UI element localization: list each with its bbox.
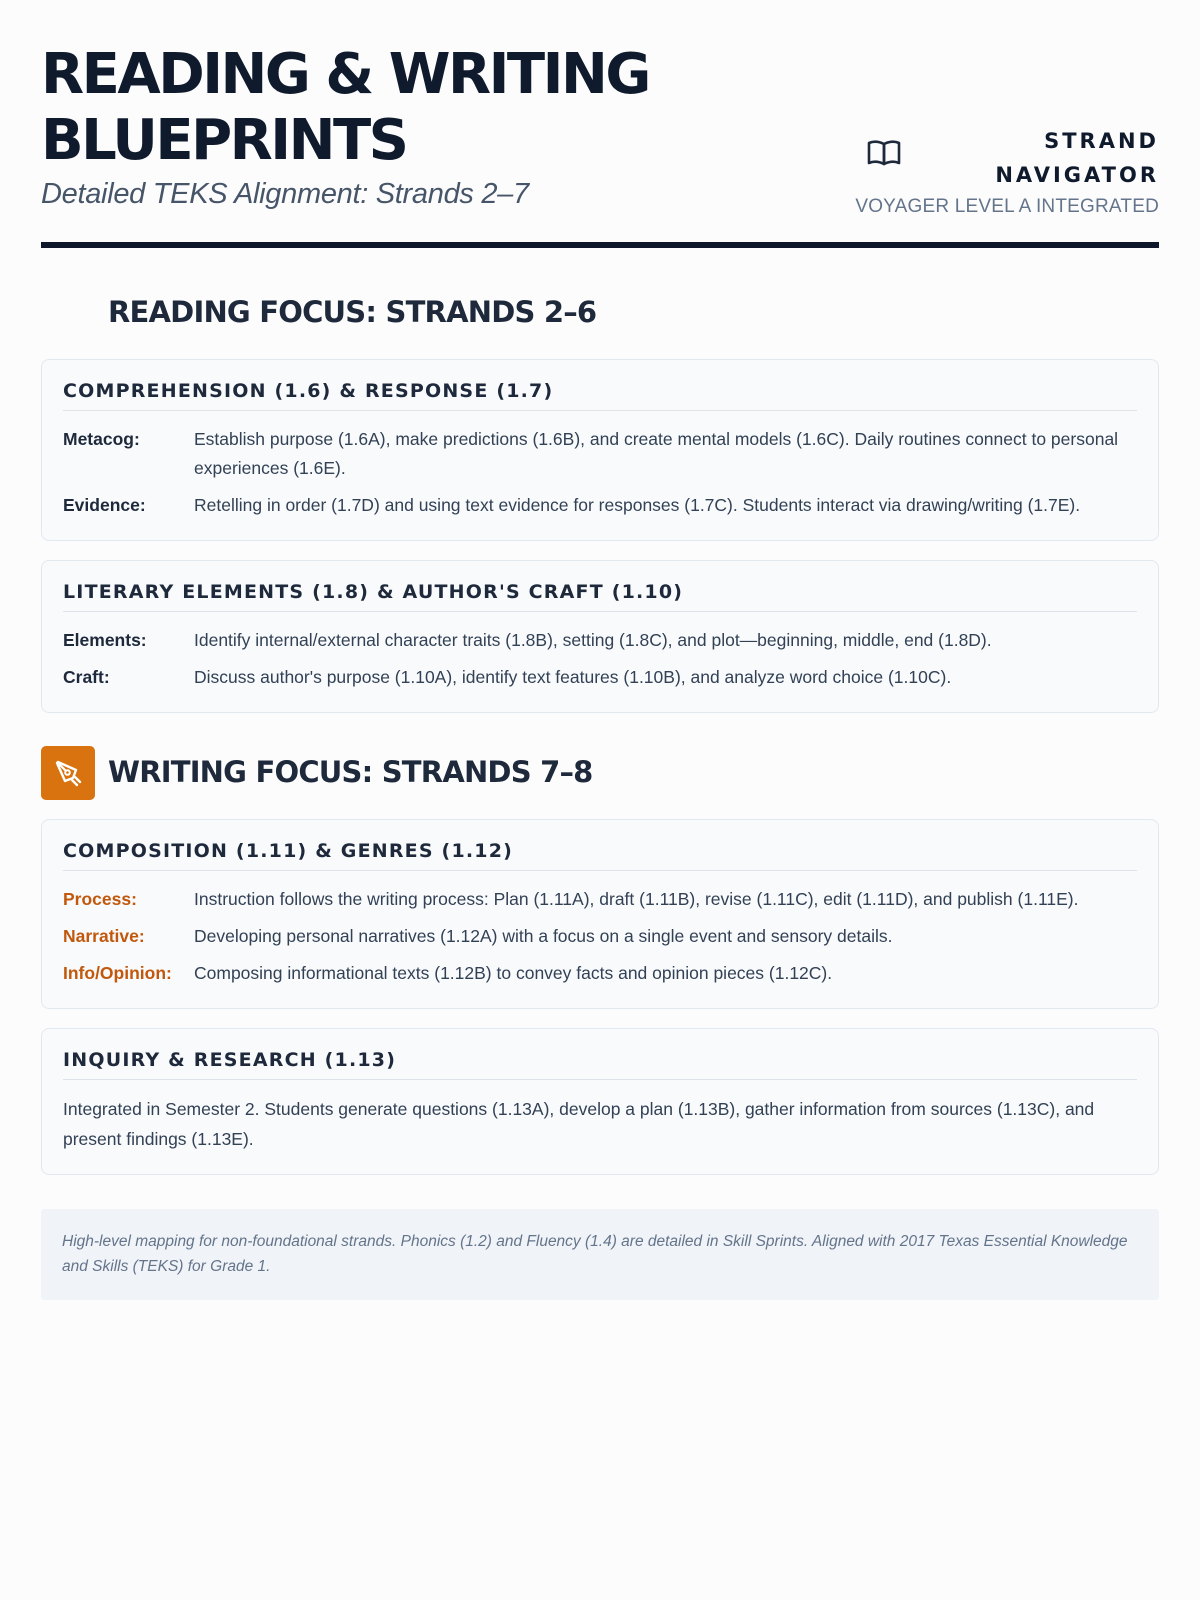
row-text: Retelling in order (1.7D) and using text evidence for responses (1.7C). Students interact via drawing/writing (1.7E).: [194, 495, 1081, 515]
card-title: COMPOSITION (1.11) & GENRES (1.12): [63, 840, 1137, 871]
card-title: LITERARY ELEMENTS (1.8) & AUTHOR'S CRAFT (1.10): [63, 581, 1137, 612]
reading-section-heading: [41, 286, 1159, 340]
page-header: [41, 0, 1159, 248]
row-label: Elements:: [63, 630, 147, 650]
row-label: Evidence:: [63, 495, 146, 515]
composition-card: [41, 819, 1159, 1009]
card-row: [63, 959, 1137, 988]
strand-navigator: [855, 120, 1159, 230]
card-row: [63, 922, 1137, 951]
page-title-line-2: BLUEPRINTS: [41, 108, 407, 173]
row-text: Identify internal/external character traits (1.8B), setting (1.8C), and plot—beginning, middle, end (1.8D).: [194, 630, 992, 650]
navigator-title-line-1: STRAND: [1044, 129, 1159, 153]
row-text: Discuss author's purpose (1.10A), identify text features (1.10B), and analyze word choice (1.10C).: [194, 667, 952, 687]
footer-note: High-level mapping for non-foundational strands. Phonics (1.2) and Fluency (1.4) are detailed in Skill Sprints. Aligned with 2017 Texas Essential Knowledge and Skills (TEKS) for Grade 1.: [41, 1209, 1159, 1300]
card-row: [63, 491, 1137, 520]
card-row: [63, 425, 1137, 483]
book-open-icon: [867, 138, 901, 168]
comprehension-card: [41, 359, 1159, 541]
page-title: [41, 42, 801, 174]
row-text: Composing informational texts (1.12B) to convey facts and opinion pieces (1.12C).: [194, 963, 833, 983]
card-row: [63, 663, 1137, 692]
row-label: Process:: [63, 889, 137, 909]
pen-nib-icon: [41, 746, 95, 800]
row-label: Narrative:: [63, 926, 145, 946]
row-text: Establish purpose (1.6A), make predictions (1.6B), and create mental models (1.6C). Daily routines connect to personal experiences (1.6E).: [194, 429, 1119, 478]
literary-elements-card: [41, 560, 1159, 713]
page-title-line-1: READING & WRITING: [41, 42, 649, 107]
row-text: Developing personal narratives (1.12A) with a focus on a single event and sensory details.: [194, 926, 893, 946]
row-label: Craft:: [63, 667, 110, 687]
writing-section-title: WRITING FOCUS: STRANDS 7–8: [108, 755, 593, 789]
card-title: COMPREHENSION (1.6) & RESPONSE (1.7): [63, 380, 1137, 411]
navigator-title-line-2: NAVIGATOR: [995, 163, 1159, 187]
row-label: Metacog:: [63, 429, 140, 449]
navigator-subtitle: VOYAGER LEVEL A INTEGRATED: [855, 196, 1159, 217]
navigator-title: [959, 124, 1159, 192]
inquiry-card: [41, 1028, 1159, 1175]
reading-section-title: READING FOCUS: STRANDS 2–6: [108, 295, 597, 329]
card-row: [63, 626, 1137, 655]
page-subtitle: Detailed TEKS Alignment: Strands 2–7: [41, 178, 529, 210]
writing-section-heading: [41, 746, 1159, 800]
card-paragraph: Integrated in Semester 2. Students generate questions (1.13A), develop a plan (1.13B), gather information from sources (1.13C), and present findings (1.13E).: [63, 1099, 1095, 1149]
card-row: [63, 885, 1137, 914]
card-title: INQUIRY & RESEARCH (1.13): [63, 1049, 1137, 1080]
row-label: Info/Opinion:: [63, 963, 172, 983]
row-text: Instruction follows the writing process: Plan (1.11A), draft (1.11B), revise (1.11C), edit (1.11D), and publish (1.11E).: [194, 889, 1079, 909]
